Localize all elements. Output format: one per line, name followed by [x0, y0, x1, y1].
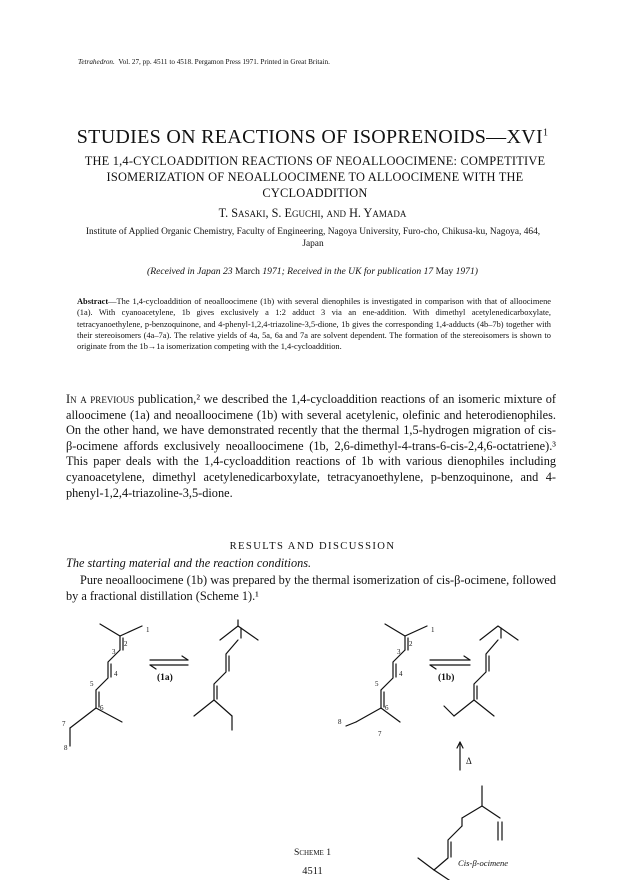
- page-number: 4511: [302, 866, 323, 877]
- title-footnote: 1: [542, 127, 549, 139]
- atom-number: 4: [114, 670, 118, 678]
- received-part: (Received in Japan 23: [147, 266, 235, 277]
- intro-paragraph: [66, 392, 556, 501]
- heat-symbol: Δ: [466, 756, 472, 766]
- body-paragraph: Pure neoalloocimene (1b) was prepared by the thermal isomerization of cis-β-ocimene, followed by a fractional distillation (Scheme 1).¹: [66, 573, 556, 603]
- title-text: STUDIES ON REACTIONS OF ISOPRENOIDS—XVI: [76, 126, 543, 148]
- journal-name: Tetrahedron.: [78, 58, 115, 66]
- atom-number: 5: [90, 680, 94, 688]
- atom-number: 5: [375, 680, 379, 688]
- equilibrium-arrow-1: [150, 656, 188, 669]
- abstract: [77, 296, 551, 352]
- article-title: [0, 126, 625, 149]
- atom-number: 3: [112, 648, 116, 656]
- atom-number: 1: [146, 626, 150, 634]
- atom-number: 8: [64, 744, 68, 752]
- scheme-caption: Scheme 1: [293, 847, 332, 858]
- author-list: T. Sasaki, S. Eguchi, and H. Yamada: [218, 206, 407, 220]
- abstract-label: Abstract: [77, 297, 109, 306]
- atom-number: 2: [124, 640, 128, 648]
- citation-line: Vol. 27, pp. 4511 to 4518. Pergamon Press 1971. Printed in Great Britain.: [118, 58, 330, 66]
- received-dates: [0, 266, 625, 277]
- label-1b: (1b): [438, 673, 455, 683]
- structure-1b: [444, 626, 518, 716]
- equilibrium-arrow-2: [430, 656, 470, 669]
- structure-1a-numbered: [70, 624, 142, 746]
- atom-number: 6: [100, 704, 104, 712]
- intro-lead: In a previous: [66, 392, 135, 406]
- atom-number: 7: [378, 730, 382, 738]
- article-subtitle: THE 1,4-CYCLOADDITION REACTIONS OF NEOALLOOCIMENE: COMPETITIVE ISOMERIZATION OF NEOALLOOCIMENE TO ALLOOCIMENE WITH THE CYCLOADDITION: [84, 154, 546, 200]
- ocimene-label: Cis-β-ocimene: [458, 858, 509, 868]
- received-month-1: March: [234, 266, 260, 277]
- atom-number: 1: [431, 626, 435, 634]
- heat-arrow: [457, 742, 463, 770]
- label-1a: (1a): [157, 673, 173, 683]
- affiliation: Institute of Applied Organic Chemistry, Faculty of Engineering, Nagoya University, Furo-cho, Chikusa-ku, Nagoya, 464, Japan: [85, 227, 541, 249]
- section-heading: RESULTS AND DISCUSSION: [229, 541, 396, 552]
- structure-1a: [194, 620, 258, 730]
- atom-numbers: [62, 626, 435, 752]
- atom-number: 6: [385, 704, 389, 712]
- atom-number: 7: [62, 720, 66, 728]
- subsection-heading: The starting material and the reaction conditions.: [66, 556, 312, 570]
- atom-number: 2: [409, 640, 413, 648]
- abstract-text: —The 1,4-cycloaddition of neoalloocimene (1b) with several dienophiles is investigated in comparison with that of alloocimene (1a). With cyanoacetylene, 1b gives exclusively a 1:2 adduct 3 via an ene-addition. With dimethyl acetylenedicarboxylate, tetracyanoethylene, p-benzoquinone, and 4-phenyl-1,2,4-triazoline-3,5-dione, 1b gives the corresponding 1,4-adducts (4b–7b) together with their stereoisomers (4a–7a). The relative yields of 4a, 5a, 6a and 7a are solvent dependent. The formation of the stereoisomers is shown to originate from the 1b→1a isomerization competing with the 1,4-cycloaddition.: [77, 297, 551, 352]
- received-month-2: May: [435, 266, 454, 277]
- atom-number: 3: [397, 648, 401, 656]
- scheme-drawing: [60, 618, 565, 880]
- received-part: 1971): [453, 266, 478, 277]
- atom-number: 8: [338, 718, 342, 726]
- running-header: [78, 58, 330, 66]
- received-part: 1971; Received in the UK for publication 17: [259, 266, 436, 277]
- atom-number: 4: [399, 670, 403, 678]
- intro-text: publication,² we described the 1,4-cycloaddition reactions of an isomeric mixture of alloocimene (1a) and neoalloocimene (1b) with several acetylenic, olefinic and heterodienophiles. On the other hand, we have demonstrated recently that the thermal 1,5-hydrogen migration of cis-β-ocimene affords exclusively neoalloocimene (1b, 2,6-dimethyl-4-trans-6-cis-2,4,6-octatriene).³ This paper deals with the 1,4-cycloaddition reactions of 1b with various dienophiles including cyanoacetylene, dimethyl acetylenedicarboxylate, tetracyanoethylene, p-benzoquinone, and 4-phenyl-1,2,4-triazoline-3,5-dione.: [66, 392, 556, 500]
- reaction-scheme: [60, 618, 565, 880]
